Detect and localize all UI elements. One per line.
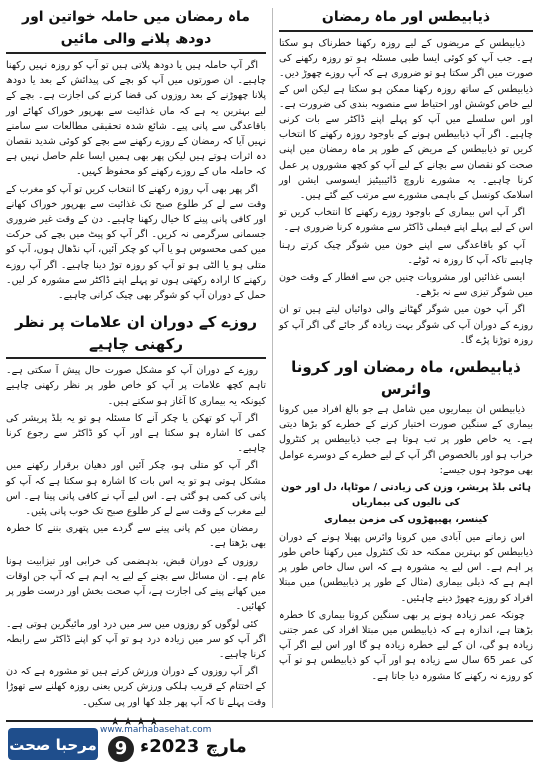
logo-wordmark-icon <box>11 731 95 757</box>
paragraph: اگر آپ خون میں شوگر گھٹانے والی دوائیاں لیتے ہیں تو ان روزے کے دوران آپ کی شوگر بہت زیادہ گر جائے گی اگر آپ کو روزہ توڑنا پڑے گا۔ <box>279 304 533 346</box>
paragraph: ذیابیطس کے مریضوں کے لیے روزہ رکھنا خطرناک ہو سکتا ہے۔ جب آپ کو کوئی ایسا طبی مسئلہ ہو تو روزہ رکھنے کی صورت میں اگر سکتا ہو تو ضروری ہے کہ آپ روزے چھوڑ دیں۔ ذیابیطس کے ساتھ روزہ رکھنا ممکن ہو سکتا ہے لیکن اس کے لیے خاص کوشش اور احتیاط سے منصوبہ بندی کی ضرورت ہے۔ اور اس سلسلے میں آپ کو پہلے اپنے ڈاکٹر سے بات کرنی چاہیے۔ اگر آپ ذیابیطس ہونے کے باوجود روزہ رکھنے کا انتخاب کریں تو ذیابیطس کے مریض کے طور پر ماہ رمضان میں اپنی صحت کو نقصان سے بچانے کے لیے آپ کو کچھ مشوروں پر عمل کرنا چاہیے۔ یہ مشورے ناروچ ڈائیبیٹیز ایسوسی ایشن اور اسلامک کونسل کے باہمی مشورے سے مرتب کیے گئے ہیں۔ <box>279 38 533 202</box>
risk-factor-line: کینسر، پھیپھڑوں کی مزمن بیماری <box>323 514 488 526</box>
svg-text:مرحبا صحت: مرحبا صحت <box>9 736 97 754</box>
bullet-item: اگر آپ کو متلی ہو، چکر آئیں اور دھیان برقرار رکھنے میں مشکل ہوتی ہو تو یہ اس بات کا اشارہ ہو سکتا ہے کہ آپ کو پانی کی کمی ہو گئی ہے۔ اس لیے آپ نے کافی پانی پینا ہے۔ اس لیے مغرب کے وقت سے لے کر طلوع صبح تک خوب پانی پئیں۔ <box>6 460 266 518</box>
bullet-item: کئی لوگوں کو روزوں میں سر میں درد اور مائیگرین ہوتی ہے۔ اگر آپ کو سر میں زیادہ درد ہو تو آپ کو اپنے ڈاکٹر سے رابطہ کرنا چاہیے۔ <box>6 618 266 660</box>
issue-date: مارچ 2023ء <box>140 736 247 757</box>
left-column <box>6 6 266 712</box>
paragraph: اس زمانے میں آبادی میں کرونا وائرس پھیلا ہونے کے دوران ذیابیطس کو بہترین ممکنہ حد تک کنٹرول میں رکھنا خاص طور پر اہم ہے۔ اس لیے یہ مشورہ ہے کہ اس سال خاص طور پر اہم ہے کہ ذیلی بیماری (مثال کے طور پر ذیابیطس) میں مبتلا افراد کو روزے چھوڑ دینے چاہئیں۔ <box>279 531 533 604</box>
page-footer <box>0 716 539 764</box>
paragraph: اگر آپ حاملہ ہیں یا دودھ پلاتی ہیں تو آپ کو روزہ نہیں رکھنا چاہیے۔ ان صورتوں میں آپ کو بچے کی پیدائش کے بعد یا دودھ پلانا چھوڑنے کے بعد روزوں کی قضا کرنے کی اجازت ہے۔ بچے کے لیے بہترین یہ ہے کہ ماں غذائیت سے بھرپور خوراک کھائے اور باقاعدگی سے پانی پیے۔ شائع شدہ تحقیقی مطالعات سے سامنے نہیں آیا کہ رمضان کے روزے رکھنے سے بچے کو کوئی شدید نقصان دہ اثرات ہوتے ہیں لیکن پھر بھی ہمیں ایسا علم حاصل نہیں ہے کہ حاملہ ماں کے روزے رکھنے کو محفوظ کہیں۔ <box>6 60 266 178</box>
paragraph: آپ کو باقاعدگی سے اپنے خون میں شوگر چیک کرتے رہنا چاہیے تاکہ آپ کا روزہ نہ ٹوٹے۔ <box>279 239 533 266</box>
brand-logo <box>8 728 98 760</box>
bullet-item: اگر آپ روزوں کے دوران ورزش کرتے ہیں تو مشورہ ہے کہ دن کے اختتام کے قریب ہلکی ورزش کریں یعنی روزہ کھلنے سے تھوڑا وقت پہلے تا کہ آپ پھر جلد کھا اور پی سکیں۔ <box>6 666 266 708</box>
paragraph: اگر آپ اس بیماری کے باوجود روزے رکھنے کا انتخاب کریں تو اس کے لیے پہلے اپنے فیملی ڈاکٹر سے مشورہ کرنا ضروری ہے۔ <box>279 207 533 234</box>
paragraph: ایسی غذائیں اور مشروبات چنیں جن سے افطار کے وقت خون میں شوگر تیزی سے نہ بڑھے۔ <box>279 272 533 299</box>
paragraph: چونکہ عمر زیادہ ہونے پر بھی سنگین کرونا بیماری کا خطرہ بڑھتا ہے، اندازہ ہے کہ ذیابیطس میں مبتلا افراد کی عمر جتنی زیادہ ہو گی، ان کے لیے خطرہ زیادہ ہو گا اور اس لیے اگر آپ کی عمر 65 سال سے زیادہ ہو اور آپ کو ذیابیطس ہو تو آپ کو روزے نہ رکھنے کا مشورہ دیا جاتا ہے۔ <box>279 609 533 682</box>
website-url: www.marhabasehat.com <box>100 725 212 735</box>
bullet-item: روزوں کے دوران قبض، بدہضمی کی خرابی اور تیزابیت ہونا عام ہے۔ ان مسائل سے بچنے کے لیے یہ اہم ہے کہ آپ جن اوقات میں کھانے پینے کی اجازت ہے، آپ صحت بخش اور درست طور پر کھائیں۔ <box>6 555 266 613</box>
bullet-item: رمضان میں کم پانی پینے سے گردے میں پتھری بننے کا خطرہ بھی بڑھتا ہے۔ <box>6 523 266 550</box>
bullet-item: اگر آپ کو تھکن یا چکر آنے کا مسئلہ ہو تو یہ بلڈ پریشر کی کمی کا اشارہ ہو سکتا ہے اور آپ کو ڈاکٹر سے رجوع کرنا چاہیے۔ <box>6 412 266 455</box>
article-title-diabetes: ذیابیطس اور ماہ رمضان <box>279 6 533 32</box>
bullet-item: روزے کے دوران آپ کو مشکل صورت حال پیش آ سکتی ہے۔ تاہم کچھ علامات پر آپ کو خاص طور پر نظر رکھنی چاہیے کیونکہ یہ بیماری کا آغاز ہو سکتے ہیں۔ <box>6 365 266 407</box>
risk-factor-line: ہائی بلڈ پریشر، وزن کی زیادتی / موٹاپا، دل اور خون کی نالیوں کی بیماریاں <box>280 482 532 509</box>
page-number: 9 <box>108 736 134 762</box>
column-divider <box>272 8 273 708</box>
paragraph: اگر پھر بھی آپ روزہ رکھنے کا انتخاب کریں تو آپ کو مغرب کے وقت سے لے کر طلوع صبح تک غذائیت سے بھرپور خوراک کھانے اور کافی پانی پینے کا خیال رکھنا چاہیے۔ دن کے وقت غیر ضروری جسمانی سرگرمی نہ کریں۔ اگر آپ کو پیٹ میں بچے کی حرکت میں کمی محسوس ہو یا آپ کو چکر آئیں، آپ نڈھال ہوں، آپ کو متلی ہو یا الٹی ہو تو آپ کو روزہ توڑ دینا چاہیے۔ اگر آپ روزے رکھنے کا ارادہ رکھتی ہوں تو پہلے اپنے ڈاکٹر سے مشورہ کر لیں۔ حمل کے دوران آپ کو شوگر بھی چیک کرانی چاہیے۔ <box>6 183 266 302</box>
article-title-pregnancy: ماہ رمضان میں حاملہ خواتین اور دودھ پلانے والی مائیں <box>6 6 266 54</box>
right-column <box>279 6 533 712</box>
section-title-symptoms: روزے کے دوران ان علامات پر نظر رکھنی چاہیے <box>6 311 266 359</box>
section-title-corona: ذیابیطس، ماہ رمضان اور کرونا وائرس <box>291 358 521 399</box>
paragraph: ذیابیطس ان بیماریوں میں شامل ہے جو بالغ افراد میں کرونا بیماری کے سنگین صورت اختیار کرنے کے خطرے کو بڑھا دیتی ہے۔ یہ خاص طور پر تب ہوتا ہے جب ذیابیطس پر کنٹرول خراب ہو اور بالخصوص اگر آپ کے لیے خطرے کے دوسرے عوامل بھی موجود ہوں جیسے: <box>279 404 533 476</box>
footer-rule <box>6 720 533 722</box>
